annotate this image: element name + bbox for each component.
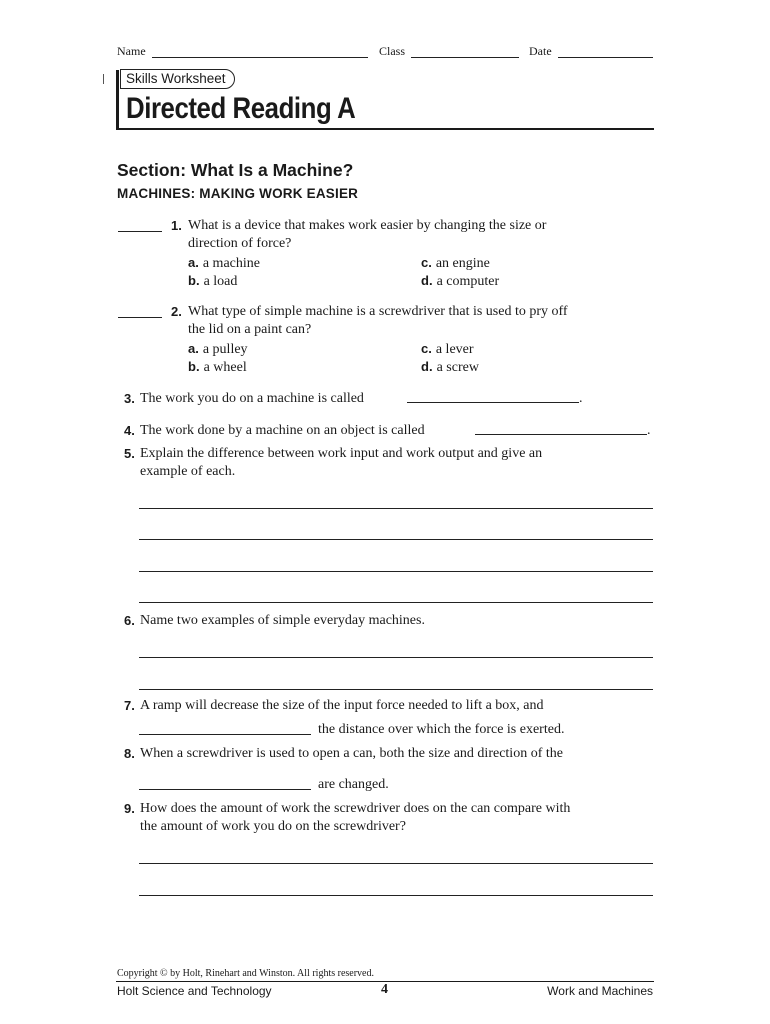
date-label: Date [529, 44, 552, 58]
choice-letter: d. [421, 273, 433, 288]
choice-text: a wheel [203, 360, 247, 375]
choice-text: a screw [436, 360, 479, 375]
margin-mark [103, 74, 104, 84]
q5-text-line1: Explain the difference between work input and work output and give an [140, 446, 543, 461]
choice-text: a pulley [202, 342, 248, 357]
q6-answer-line[interactable] [139, 689, 653, 690]
q8-text-line2: are changed. [318, 777, 389, 792]
q5-answer-line[interactable] [139, 602, 653, 603]
choice-letter: b. [188, 359, 200, 374]
choice-text: a computer [436, 274, 500, 289]
q4-period: . [647, 423, 651, 438]
footer-book-title: Holt Science and Technology [117, 984, 272, 998]
choice-letter: c. [421, 255, 432, 270]
page-title: Directed Reading A [126, 92, 356, 125]
choice-text: an engine [435, 256, 490, 271]
q4-text: The work done by a machine on an object is called [140, 423, 425, 438]
q7-number: 7. [124, 698, 135, 713]
q3-answer-blank[interactable] [407, 402, 579, 403]
q1-choice-c [421, 254, 490, 273]
q3-text: The work you do on a machine is called [140, 391, 364, 406]
title-underline [116, 128, 654, 130]
skills-worksheet-badge: Skills Worksheet [120, 69, 235, 89]
q1-text-line1: What is a device that makes work easier by changing the size or [188, 218, 547, 233]
date-field[interactable] [558, 57, 653, 58]
q2-choice-d [421, 358, 479, 377]
q2-choice-c [421, 340, 474, 359]
name-label: Name [117, 44, 146, 58]
q4-answer-blank[interactable] [475, 434, 647, 435]
q1-choice-d [421, 272, 499, 291]
choice-letter: b. [188, 273, 200, 288]
q1-choice-b [188, 272, 237, 291]
q8-number: 8. [124, 746, 135, 761]
copyright-notice: Copyright © by Holt, Rinehart and Winston. All rights reserved. [117, 968, 374, 979]
q7-text-line1: A ramp will decrease the size of the input force needed to lift a box, and [140, 698, 544, 713]
q8-text-line1: When a screwdriver is used to open a can, both the size and direction of the [140, 746, 563, 761]
choice-text: a lever [435, 342, 474, 357]
choice-letter: c. [421, 341, 432, 356]
choice-text: a machine [202, 256, 260, 271]
q5-answer-line[interactable] [139, 539, 653, 540]
q1-number: 1. [171, 218, 182, 233]
choice-text: a load [203, 274, 238, 289]
q2-choice-a [188, 340, 248, 359]
q2-choice-b [188, 358, 247, 377]
q9-text-line2: the amount of work you do on the screwdriver? [140, 819, 406, 834]
q2-number: 2. [171, 304, 182, 319]
q9-text-line1: How does the amount of work the screwdriver does on the can compare with [140, 801, 571, 816]
q2-text-line2: the lid on a paint can? [188, 322, 312, 337]
q5-answer-line[interactable] [139, 508, 653, 509]
q1-text-line2: direction of force? [188, 236, 292, 251]
q7-text-line2: the distance over which the force is exerted. [318, 722, 565, 737]
q8-answer-blank[interactable] [139, 789, 311, 790]
section-title: Section: What Is a Machine? [117, 160, 354, 180]
q1-answer-blank[interactable] [118, 231, 162, 232]
q6-text: Name two examples of simple everyday machines. [140, 613, 425, 628]
q2-answer-blank[interactable] [118, 317, 162, 318]
footer-chapter-title: Work and Machines [547, 984, 653, 998]
q1-choice-a [188, 254, 260, 273]
choice-letter: d. [421, 359, 433, 374]
title-bar [116, 70, 119, 130]
q5-text-line2: example of each. [140, 464, 236, 479]
choice-letter: a. [188, 341, 199, 356]
page-number: 4 [381, 982, 388, 997]
q3-period: . [579, 391, 583, 406]
q3-number: 3. [124, 391, 135, 406]
subsection-title: MACHINES: MAKING WORK EASIER [117, 186, 359, 201]
q7-answer-blank[interactable] [139, 734, 311, 735]
q6-answer-line[interactable] [139, 657, 653, 658]
q5-answer-line[interactable] [139, 571, 653, 572]
q4-number: 4. [124, 423, 135, 438]
q9-answer-line[interactable] [139, 895, 653, 896]
q2-text-line1: What type of simple machine is a screwdriver that is used to pry off [188, 304, 568, 319]
q9-number: 9. [124, 801, 135, 816]
class-field[interactable] [411, 57, 519, 58]
name-field[interactable] [152, 57, 368, 58]
choice-letter: a. [188, 255, 199, 270]
class-label: Class [379, 44, 406, 58]
q9-answer-line[interactable] [139, 863, 653, 864]
q6-number: 6. [124, 613, 135, 628]
q5-number: 5. [124, 446, 135, 461]
